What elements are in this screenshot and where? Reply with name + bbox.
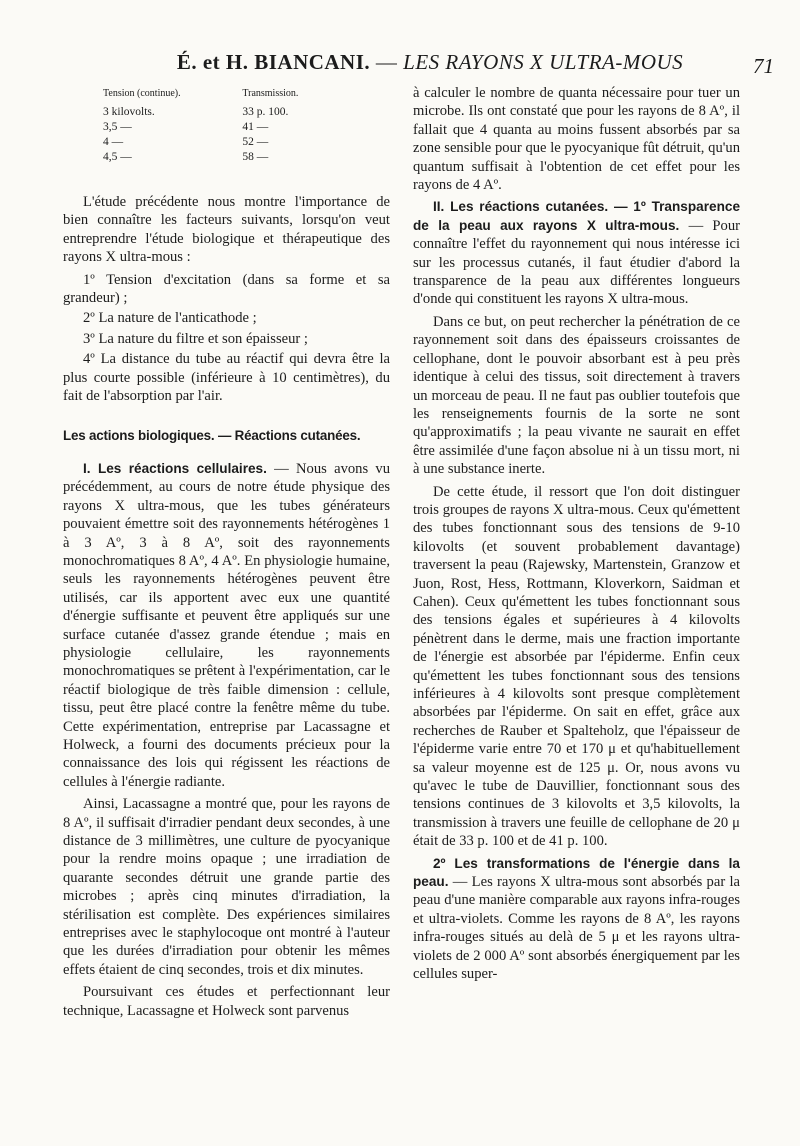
table-cell-transmission: 33 p. 100. bbox=[242, 106, 289, 118]
header-title bbox=[100, 50, 760, 75]
table-cell-tension: 3,5 — bbox=[103, 121, 132, 133]
transmission-table bbox=[103, 86, 343, 165]
table-cell-tension: 4,5 — bbox=[103, 151, 132, 163]
header-separator: — bbox=[370, 50, 404, 74]
paragraph-text: — Nous avons vu précédemment, au cours de notre étude physique des rayons X ultra-mous, que les tubes générateurs pouvaient émettre soit des rayonnements hétérogènes 1 à 3 Aº, 3 à 8 Aº, soit des rayonnements monochromatiques 8 Aº, 4 Aº. En physiologie humaine, seuls les rayonnements hétérogènes peuvent être utilisés, car ils apportent avec eux une quantité d'énergie suffisante et peuvent être appliqués sur une surface cutanée d'assez grande étendue ; mais en physiologie cellulaire, les rayonnements monochromatiques se prêtent à l'expérimentation, car le réactif biologique de très faible dimension : cellule, tissu, peut être placé contre la fenêtre même du tube. Cette expérimentation, entreprise par Lacassagne et Holweck, a fourni des documents précieux pour la connaissance des lois qui régissent les réactions de cellules à l'énergie radiante. bbox=[63, 460, 390, 790]
table-header-transmission: Transmission. bbox=[242, 88, 299, 99]
running-header bbox=[100, 50, 774, 80]
paragraph: Dans ce but, on peut rechercher la pénétration de ce rayonnement soit dans des épaisseurs croissantes de cellophane, dont le pouvoir absorbant est à peu près identique à celui des tissus, soit directement à travers un morceau de peau. Il ne faut pas oublier toutefois que les renseignements fournis de la sorte ne sont qu'approximatifs ; la peau vivante ne saurait en effet être assimilée d'une façon absolue ni à un tissu mort, ni à une substance inerte. bbox=[413, 313, 740, 478]
page-number: 71 bbox=[753, 54, 774, 78]
table-row bbox=[103, 120, 343, 135]
table-header-tension: Tension (continue). bbox=[103, 88, 181, 99]
table-cell-tension: 3 kilovolts. bbox=[103, 106, 155, 118]
list-item: 2º La nature de l'anticathode ; bbox=[83, 310, 257, 327]
table-cell-transmission: 41 — bbox=[242, 121, 269, 133]
paragraph-text: — Pour connaître l'effet du rayonnement qui nous intéresse ici sur les processus cutanés, il faut étudier d'abord la transparence de la peau aux différentes longueurs d'onde qui constituent les rayons X ultra-mous. bbox=[413, 217, 740, 308]
table-cell-transmission: 52 — bbox=[242, 136, 269, 148]
paragraph bbox=[413, 855, 740, 984]
section-heading: Les actions biologiques. — Réactions cutanées. bbox=[63, 428, 361, 444]
list-item: 4º La distance du tube au réactif qui devra être la plus courte possible (inférieure à 10 centimètres), du fait de l'absorption par l'air. bbox=[63, 351, 390, 405]
paragraph: Poursuivant ces études et perfectionnant leur technique, Lacassagne et Holweck sont parvenus bbox=[63, 984, 390, 1019]
table-row bbox=[103, 150, 343, 165]
paragraph: Ainsi, Lacassagne a montré que, pour les rayons de 8 Aº, il suffisait d'irradier pendant deux secondes, à une distance de 3 millimètres, une culture de pyocyanique pour la rendre moins opaque ; une irradiation de quarante secondes détruit une grande partie des microbes ; après cinq minutes d'irradiation, la stérilisation est complète. Des expériences similaires entreprises avec le staphylocoque ont montré à l'auteur que les durées d'irradiation pour obtenir les mêmes effets étaient de cinq secondes, trois et dix minutes. bbox=[63, 796, 390, 978]
factor-list bbox=[63, 271, 390, 406]
run-in-heading: I. Les réactions cellulaires. bbox=[83, 460, 267, 476]
header-book-title: LES RAYONS X ULTRA-MOUS bbox=[403, 50, 684, 74]
right-column bbox=[413, 84, 740, 988]
paragraph bbox=[413, 198, 740, 308]
table-row bbox=[103, 135, 343, 150]
header-authors: É. et H. BIANCANI. bbox=[176, 50, 371, 74]
left-column bbox=[63, 84, 390, 1024]
paragraph: L'étude précédente nous montre l'importance de bien connaître les facteurs suivants, lorsqu'on veut entreprendre l'étude biologique et thérapeutique des rayons X ultra-mous : bbox=[63, 194, 390, 266]
list-item: 1º Tension d'excitation (dans sa forme et sa grandeur) ; bbox=[63, 271, 390, 307]
paragraph-text: — Les rayons X ultra-mous sont absorbés par la peau d'une manière comparable aux rayons infra-rouges et ultra-violets. Comme les rayons de 8 Aº, les rayons infra-rouges situés au delà de 5 μ et les rayons ultra-violets de 2 000 Aº sont absorbés énergiquement par les cellules super- bbox=[413, 874, 740, 983]
list-item: 3º La nature du filtre et son épaisseur ; bbox=[83, 330, 308, 347]
table-cell-transmission: 58 — bbox=[242, 151, 269, 163]
paragraph bbox=[63, 460, 390, 791]
run-in-heading: 2º Les transformations de l'énergie dans la peau. bbox=[413, 855, 740, 890]
run-in-heading: II. Les réactions cutanées. — 1º Transparence de la peau aux rayons X ultra-mous. bbox=[413, 199, 740, 233]
table-cell-tension: 4 — bbox=[103, 136, 124, 148]
paragraph: De cette étude, il ressort que l'on doit distinguer trois groupes de rayons X ultra-mous. Ceux qu'émettent des tubes fonctionnant sous des tensions de 9-10 kilovolts (et souvent probablement davantage) traversent la peau (Rajewsky, Martenstein, Granzow et Juon, Rost, Hess, Rottmann, Kloverkorn, Saidman et Cahen). Ceux qu'émettent les tubes fonctionnant sous des tensions égales et supérieures à 4 kilovolts pénètrent dans le derme, mais une fraction importante de l'énergie est absorbée par l'épiderme. Enfin ceux qu'émettent les tubes fonctionnant sous des tensions inférieures à 4 kilovolts sont presque complètement absorbées par l'épiderme. On sait en effet, grâce aux recherches de Rauber et Spalteholz, que l'épaisseur de l'épiderme varie entre 70 et 170 μ et qu'habituellement sa valeur moyenne est de 125 μ. Or, nous avons vu qu'avec le tube de Dauvillier, fonctionnant sous des tensions continues de 3 kilovolts et 3,5 kilovolts, la transmission à travers une feuille de cellophane de 20 μ était de 33 p. 100 et de 41 p. 100. bbox=[413, 483, 740, 850]
table-row bbox=[103, 105, 343, 120]
paragraph: à calculer le nombre de quanta nécessaire pour tuer un microbe. Ils ont constaté que pour les rayons de 8 Aº, il fallait que 4 quanta au moins fussent absorbés par sa zone sensible pour que le pyocyanique fût détruit, qu'un quantum suffisait à l'obtention de cet effet pour les rayons de 4 Aº. bbox=[413, 85, 740, 194]
